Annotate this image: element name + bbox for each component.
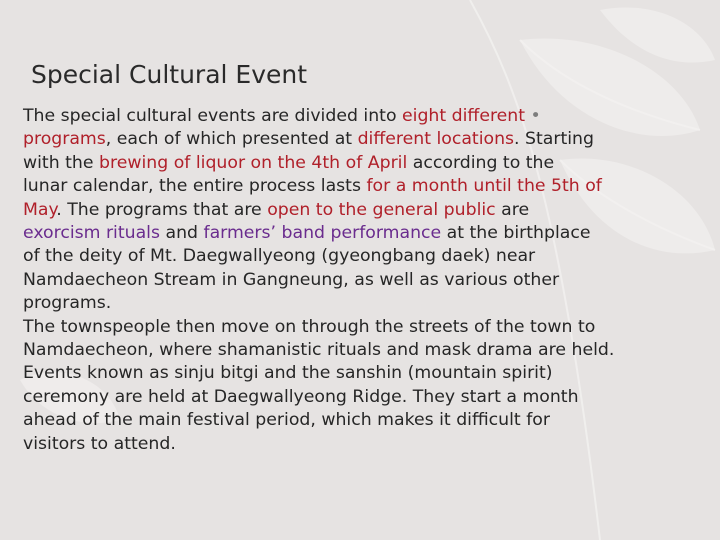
highlighted-phrase: programs — [23, 129, 106, 150]
body-line — [23, 386, 678, 409]
highlighted-phrase: exorcism rituals — [23, 223, 160, 244]
text-segment: with the — [23, 152, 100, 173]
text-segment: visitors to attend. — [23, 433, 176, 454]
text-segment: and — [159, 223, 204, 244]
body-line — [23, 316, 678, 339]
text-segment: Events known as sinju bitgi and the sanshin (mountain spirit) — [23, 363, 553, 384]
text-segment: Namdaecheon Stream in Gangneung, as well as various other — [23, 269, 560, 290]
body-line — [23, 362, 678, 385]
highlighted-phrase: for a month until the 5th of — [366, 176, 602, 197]
text-segment: The townspeople then move on through the streets of the town to — [23, 316, 596, 337]
slide-body-text — [23, 105, 678, 456]
slide-title: Special Cultural Event — [31, 60, 308, 89]
body-line — [23, 175, 678, 198]
body-line — [23, 339, 678, 362]
text-segment: . The programs that are — [56, 199, 268, 220]
bullet-marker: • — [525, 106, 541, 126]
text-segment: ceremony are held at Daegwallyeong Ridge. They start a month — [23, 386, 579, 407]
text-segment: according to the — [407, 152, 555, 173]
body-line — [23, 152, 678, 175]
highlighted-phrase: farmers’ band performance — [203, 223, 442, 244]
highlighted-phrase: brewing of liquor on the 4th of April — [99, 152, 408, 173]
text-segment: . Starting — [514, 129, 594, 150]
highlighted-phrase: different locations — [357, 129, 515, 150]
body-line — [23, 245, 678, 268]
highlighted-phrase: eight different — [402, 106, 526, 126]
body-line — [23, 222, 678, 245]
text-segment: Namdaecheon, where shamanistic rituals and mask drama are held. — [23, 340, 615, 361]
body-line — [23, 292, 678, 315]
text-segment: , each of which presented at — [105, 129, 358, 150]
text-segment: programs. — [23, 293, 112, 314]
body-line — [23, 105, 678, 128]
text-segment: lunar calendar, the entire process lasts — [23, 176, 367, 197]
body-line — [23, 199, 678, 222]
text-segment: are — [495, 199, 530, 220]
text-segment: of the deity of Mt. Daegwallyeong (gyeongbang daek) near — [23, 246, 536, 267]
body-line — [23, 409, 678, 432]
text-segment: at the birthplace — [441, 223, 591, 244]
body-line — [23, 128, 678, 151]
highlighted-phrase: open to the general public — [267, 199, 496, 220]
body-line — [23, 433, 678, 456]
text-segment: ahead of the main festival period, which makes it difficult for — [23, 410, 550, 431]
highlighted-phrase: May — [23, 199, 57, 220]
text-segment: The special cultural events are divided into — [23, 106, 403, 126]
body-line — [23, 269, 678, 292]
